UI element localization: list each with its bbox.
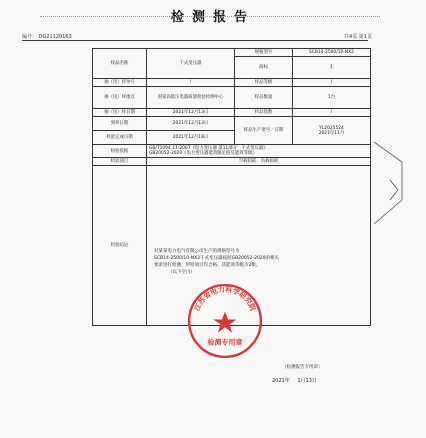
basis-label: 检验依据 [93,145,147,158]
sample-name-value: 干式变压器 [147,49,235,79]
send-date-label: 抽（送）样日期 [93,109,147,117]
header-rule [22,40,368,41]
page-info: 共4页 第1页 [344,34,372,40]
sender-label: 抽（送）样地点 [93,87,147,109]
report-number-value: DG21120163 [38,34,72,40]
complete-date-value: 2021年12月18日 [147,131,235,145]
manufacture-batch: YL2025524 [319,125,344,131]
table-row [93,79,371,87]
sample-name-label: 样品名称 [93,49,147,79]
manufacture-label: 样品生产批号／日期 [235,117,293,145]
sampler-label: 抽（送）样单号 [93,79,147,87]
items-value: 空载损耗、负载损耗 [147,158,371,166]
sample-grade-value: / [293,79,371,87]
model-value: SCB14-2500/10-NX2 [293,49,371,57]
conclusion-label: 检验结论 [93,166,147,326]
table-row [93,145,371,158]
trademark-value: 无 [293,57,371,79]
signature-date [272,377,317,384]
report-number [22,33,72,40]
signature-month-day: 1月13日 [297,378,317,384]
sampler-value: / [147,79,235,87]
quantity-label: 样品数量 [235,87,293,109]
arrival-date-value: 2021年12月13日 [147,117,235,131]
manufacture-value-cell [293,117,371,145]
signature-year: 2021年 [272,378,290,384]
table-row [93,109,371,117]
seal-text-top: 江苏省电力科学研究院 [192,284,258,313]
trademark-label: 商标 [235,57,293,79]
sample-base-value: / [293,109,371,117]
sample-grade-label: 样品等级 [235,79,293,87]
table-row [93,158,371,166]
conclusion-line-2: SCB14-2500/10-NX2干式变压器按照GB20052-2020的相关 [154,256,280,261]
basis-value-cell [147,145,371,158]
quantity-value: 1台 [293,87,371,109]
items-label: 检验项目 [93,158,147,166]
sender-value: 国家高低压电器质量检验检测中心 [147,87,235,109]
sample-base-label: 样品基数 [235,109,293,117]
seal-caption: （检测报告专用章） [282,365,323,370]
arrival-date-label: 到样日期 [93,117,147,131]
conclusion-line-1: 对某某电力电气有限公司生产的规格型号为 [154,249,240,254]
title-divider [40,16,380,17]
report-title: 检测报告 [170,10,255,25]
conclusion-text [154,248,366,276]
seal-star-icon [213,312,236,333]
basis-line-1: GB/T1094.11-2007《电力变压器 第11部分：干式变压器》 [149,146,268,151]
report-number-label: 编号： [22,34,38,40]
conclusion-line-3: 要求进行检测，所检项目均合格，其能效等级为2级。 [154,263,261,268]
seal-text-bottom: 检测专用章 [207,337,243,347]
inspection-seal-icon [186,282,264,360]
basis-line-2: GB20052-2020《电力变压器能效限定值及能效等级》 [149,151,257,156]
send-date-value: 2021年12月13日 [147,109,235,117]
model-label: 规格型号 [235,49,293,57]
manufacture-date: 2021年11月 [318,130,345,136]
table-row [93,117,371,131]
table-row [93,87,371,109]
binding-marks-icon [372,140,412,240]
complete-date-label: 检验完成日期 [93,131,147,145]
conclusion-line-4: （以下空白） [168,270,195,275]
table-row [93,49,371,57]
